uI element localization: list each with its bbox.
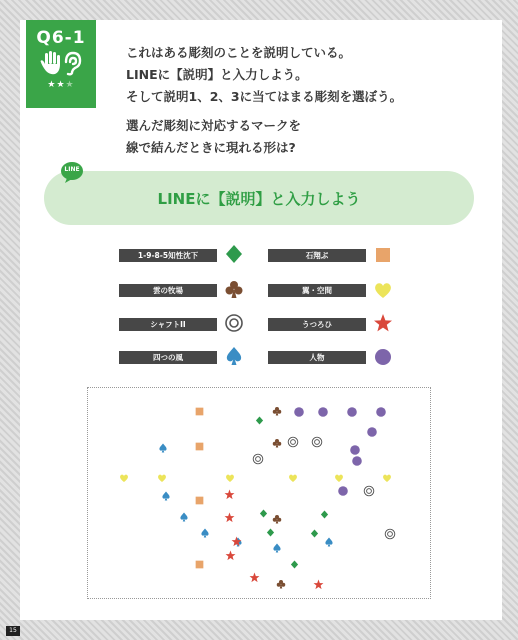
target-mark xyxy=(311,433,323,452)
difficulty-stars-empty: ★ xyxy=(65,80,75,90)
heart-mark xyxy=(288,468,298,487)
legend-label-5: シャフトII xyxy=(119,318,217,331)
star-mark xyxy=(313,575,324,594)
heart-icon xyxy=(373,280,393,304)
target-mark xyxy=(363,482,375,501)
legend-label-4: 翼・空間 xyxy=(268,284,366,297)
square-mark xyxy=(194,402,205,421)
question-line-1: これはある彫刻のことを説明している。 xyxy=(126,45,352,60)
star-mark xyxy=(224,485,235,504)
circle-mark xyxy=(337,482,349,501)
spade-mark xyxy=(158,438,168,457)
page-number: 15 xyxy=(6,626,20,636)
heart-mark xyxy=(157,468,167,487)
spade-mark xyxy=(161,486,171,505)
star-mark xyxy=(249,568,260,587)
difficulty-rating xyxy=(26,80,96,90)
target-mark xyxy=(252,450,264,469)
club-mark xyxy=(276,574,286,593)
ear-icon xyxy=(66,53,80,74)
circle-mark xyxy=(375,403,387,422)
badge-icons xyxy=(26,50,96,76)
instruction-banner xyxy=(44,171,474,225)
spade-mark xyxy=(324,532,334,551)
difficulty-stars-filled: ★★ xyxy=(47,80,66,90)
star-mark xyxy=(224,508,235,527)
spade-icon xyxy=(224,346,244,370)
diamond-mark xyxy=(310,523,319,542)
circle-mark xyxy=(346,403,358,422)
spade-mark xyxy=(272,538,282,557)
spade-mark xyxy=(200,523,210,542)
line-badge-text: LINE xyxy=(64,166,80,173)
hand-icon xyxy=(41,51,61,74)
banner-title: LINEに【説明】と入力しよう xyxy=(157,189,361,208)
club-mark xyxy=(272,401,282,420)
legend-label-1: 1-9-8-5知性沈下 xyxy=(119,249,217,262)
diamond-mark xyxy=(255,410,264,429)
square-mark xyxy=(194,491,205,510)
legend-label-2: 石翔ぶ xyxy=(268,249,366,262)
target-mark xyxy=(287,433,299,452)
circle-mark xyxy=(293,403,305,422)
club-icon xyxy=(224,279,244,303)
legend-label-6: うつろひ xyxy=(268,318,366,331)
heart-mark xyxy=(382,468,392,487)
legend-label-8: 人物 xyxy=(268,351,366,364)
legend-label-7: 四つの風 xyxy=(119,351,217,364)
question-line-3: そして説明1、2、3に当てはまる彫刻を選ぼう。 xyxy=(126,89,403,104)
target-mark xyxy=(384,525,396,544)
diamond-mark xyxy=(259,503,268,522)
star-icon xyxy=(373,313,393,337)
circle-mark xyxy=(317,403,329,422)
diamond-mark xyxy=(320,504,329,523)
question-number: Q6-1 xyxy=(36,28,86,48)
club-mark xyxy=(272,433,282,452)
diamond-icon xyxy=(224,244,244,268)
square-mark xyxy=(194,555,205,574)
square-mark xyxy=(194,437,205,456)
square-icon xyxy=(373,245,393,269)
heart-mark xyxy=(119,468,129,487)
question-line-5: 線で結んだときに現れる形は? xyxy=(126,140,296,155)
target-icon xyxy=(224,313,244,337)
diamond-mark xyxy=(290,554,299,573)
legend-label-3: 雲の牧場 xyxy=(119,284,217,297)
circle-mark xyxy=(351,452,363,471)
circle-icon xyxy=(373,347,393,371)
question-line-4: 選んだ彫刻に対応するマークを xyxy=(126,118,302,133)
circle-mark xyxy=(366,423,378,442)
spade-mark xyxy=(179,507,189,526)
line-badge-icon xyxy=(60,161,84,183)
star-mark xyxy=(225,546,236,565)
mark-grid xyxy=(87,387,431,599)
question-badge xyxy=(26,20,96,108)
question-line-2: LINEに【説明】と入力しよう。 xyxy=(126,67,308,82)
